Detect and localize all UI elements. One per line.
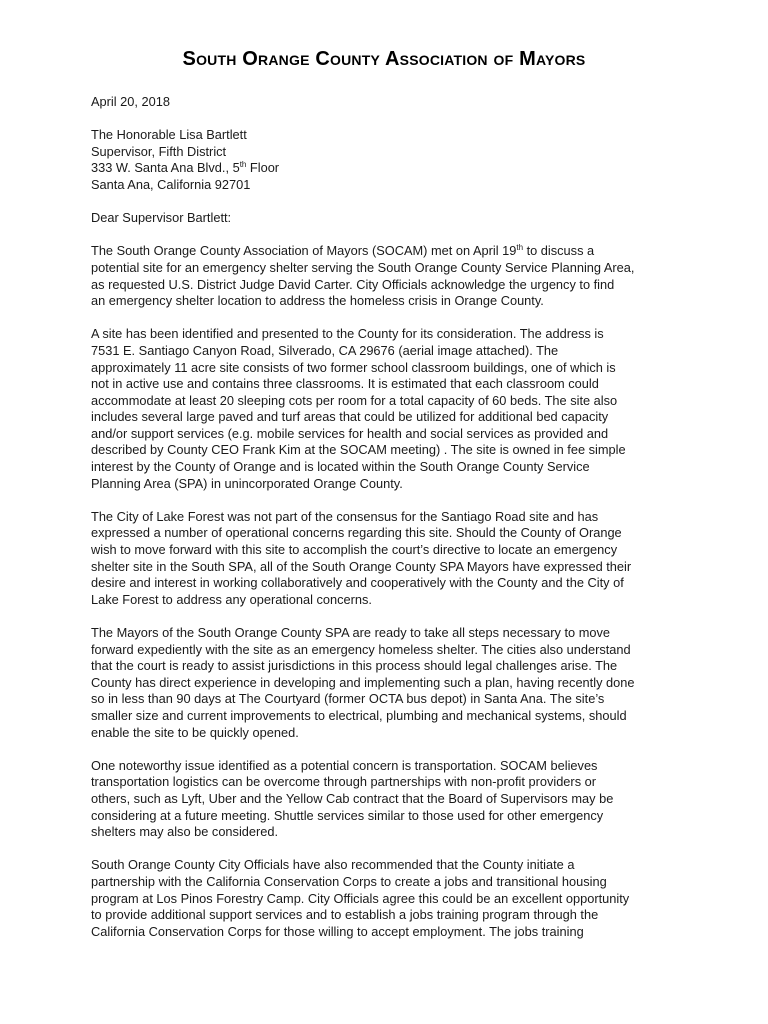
paragraph-2: A site has been identified and presented to the County for its consideration. The address is 7531 E. Santiago Canyon Road, Silverado, CA 29676 (aerial image attached). The approximately 11 acre site consists of two former school classroom buildings, one of which is not in active use and contains three classrooms. It is estimated that each classroom could accommodate at least 20 sleeping cots per room for a total capacity of 60 beds. The site also includes several large paved and turf areas that could be utilized for additional bed capacity and/or support services (e.g. mobile services for health and social services as provided and described by County CEO Frank Kim at the SOCAM meeting) . The site is owned in fee simple interest by the County of Orange and is located within the South Orange County Service Planning Area (SPA) in unincorporated Orange County. [91, 326, 626, 491]
paragraph-4: The Mayors of the South Orange County SPA are ready to take all steps necessary to move forward expediently with the site as an emergency homeless shelter. The cities also understand that the court is ready to assist jurisdictions in this process should legal challenges arise. The County has direct experience in developing and implementing such a plan, having recently done so in less than 90 days at The Courtyard (former OCTA bus depot) in Santa Ana. The site’s smaller size and current improvements to electrical, plumbing and mechanical systems, should enable the site to be quickly opened. [91, 625, 635, 740]
salutation: Dear Supervisor Bartlett: [91, 210, 232, 226]
paragraph-5: One noteworthy issue identified as a potential concern is transportation. SOCAM believes transportation logistics can be overcome through partnerships with non-profit providers or others, such as Lyft, Uber and the Yellow Cab contract that the Board of Supervisors may be considering at a future meeting. Shuttle services similar to those used for other emergency shelters may also be considered. [91, 757, 614, 840]
paragraph-6: South Orange County City Officials have also recommended that the County initiate a partnership with the California Conservation Corps to create a jobs and transitional housing program at Los Pinos Forestry Camp. City Officials agree this could be an excellent opportunity to provide additional support services and to establish a jobs training program through the California Conservation Corps for those willing to accept employment. The jobs training [91, 857, 630, 939]
paragraph-1: The South Orange County Association of Mayors (SOCAM) met on April 19th to discuss a potential site for an emergency shelter serving the South Orange County Service Planning Area, as requested U.S. District Judge David Carter. City Officials acknowledge the urgency to find an emergency shelter location to address the homeless crisis in Orange County. [91, 243, 635, 309]
letter-date: April 20, 2018 [91, 94, 170, 109]
recipient-street: 333 W. Santa Ana Blvd., 5th Floor [91, 160, 280, 176]
recipient-name: The Honorable Lisa Bartlett [91, 127, 247, 143]
letterhead-title: South Orange County Association of Mayors [182, 48, 586, 70]
recipient-position: Supervisor, Fifth District [91, 143, 227, 159]
letter-body [91, 94, 691, 940]
recipient-city: Santa Ana, California 92701 [91, 176, 251, 192]
recipient-address [91, 127, 691, 193]
paragraph-3: The City of Lake Forest was not part of the consensus for the Santiago Road site and has expressed a number of operational concerns regarding this site. Should the County of Orange wish to move forward with this site to accomplish the court’s directive to locate an emergency shelter site in the South SPA, all of the South Orange County SPA Mayors have expressed their desire and interest in working collaboratively and cooperatively with the County and the City of Lake Forest to address any operational concerns. [91, 508, 632, 607]
